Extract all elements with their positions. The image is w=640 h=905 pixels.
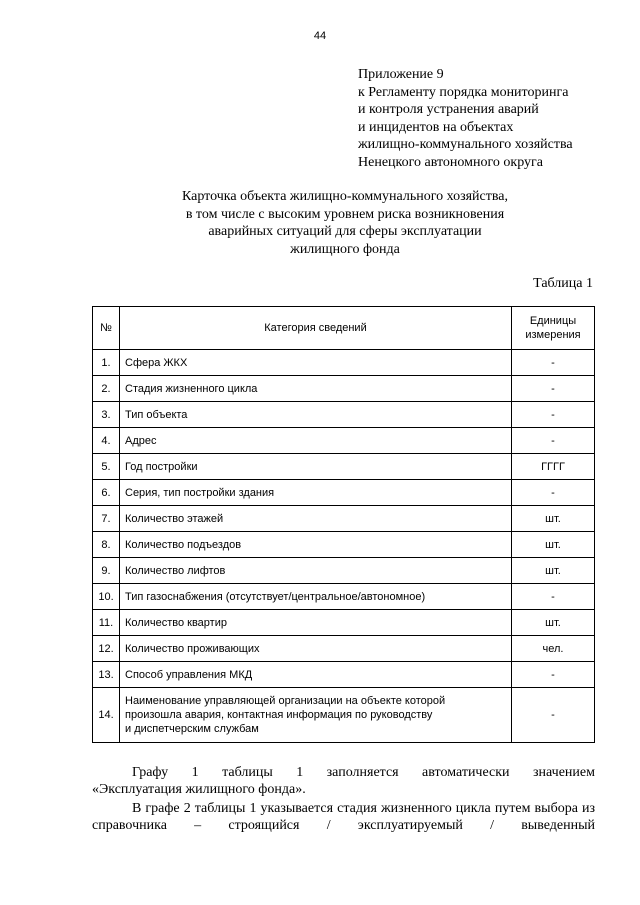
appendix-line: и инцидентов на объектах: [358, 119, 514, 135]
row-num: 13.: [93, 662, 120, 688]
row-unit: шт.: [512, 506, 595, 532]
row-unit: шт.: [512, 558, 595, 584]
header-unit: [512, 307, 595, 350]
row-unit: -: [512, 376, 595, 402]
row-num: 2.: [93, 376, 120, 402]
appendix-line: и контроля устранения аварий: [358, 102, 539, 117]
header-category: Категория сведений: [120, 307, 512, 350]
row-unit: чел.: [512, 636, 595, 662]
table-row: [93, 662, 595, 688]
table-header-row: [93, 307, 595, 350]
card-title: [140, 188, 550, 258]
table-row: [93, 480, 595, 506]
table-row: [93, 532, 595, 558]
row-category-line: Наименование управляющей организации на объекте которой: [125, 695, 446, 707]
row-category: Количество лифтов: [120, 558, 512, 584]
table-row: [93, 688, 595, 743]
row-category-line: произошла авария, контактная информация по руководству: [125, 709, 433, 721]
header-unit-line: измерения: [525, 329, 581, 341]
card-title-line: жилищного фонда: [290, 241, 400, 257]
row-category: Сфера ЖКХ: [120, 350, 512, 376]
row-unit: -: [512, 688, 595, 743]
row-num: 12.: [93, 636, 120, 662]
row-category: Тип газоснабжения (отсутствует/центральное/автономное): [120, 584, 512, 610]
card-title-line: аварийных ситуаций для сферы эксплуатации: [208, 224, 482, 239]
row-category: [120, 688, 512, 743]
row-num: 7.: [93, 506, 120, 532]
paragraph-1-line: «Эксплуатация жилищного фонда».: [92, 782, 306, 797]
row-unit: -: [512, 428, 595, 454]
table-label: Таблица 1: [533, 276, 593, 291]
row-unit: -: [512, 480, 595, 506]
appendix-block: [358, 66, 573, 171]
row-category: Количество квартир: [120, 610, 512, 636]
page-number: 44: [313, 30, 327, 42]
row-num: 5.: [93, 454, 120, 480]
row-unit: ГГГГ: [512, 454, 595, 480]
row-category: Год постройки: [120, 454, 512, 480]
table-row: [93, 506, 595, 532]
row-num: 4.: [93, 428, 120, 454]
appendix-line: к Регламенту порядка мониторинга: [358, 84, 569, 100]
row-category: Количество подъездов: [120, 532, 512, 558]
table-row: [93, 584, 595, 610]
appendix-line: Ненецкого автономного округа: [358, 154, 543, 170]
row-category: Способ управления МКД: [120, 662, 512, 688]
row-category: Серия, тип постройки здания: [120, 480, 512, 506]
table-row: [93, 350, 595, 376]
table-row: [93, 610, 595, 636]
appendix-line: жилищно-коммунального хозяйства: [358, 137, 573, 152]
card-title-line: в том числе с высоким уровнем риска возникновения: [185, 206, 505, 222]
info-table: [92, 306, 595, 743]
row-unit: -: [512, 350, 595, 376]
row-num: 3.: [93, 402, 120, 428]
header-unit-line: Единицы: [529, 315, 577, 327]
row-unit: -: [512, 402, 595, 428]
appendix-line: Приложение 9: [358, 67, 444, 82]
header-num: №: [93, 307, 120, 350]
row-category-line: и диспетчерским службам: [125, 723, 259, 735]
paragraph-1-line: Графу 1 таблицы 1 заполняется автоматически значением: [132, 765, 595, 780]
paragraph-1: [92, 764, 595, 798]
row-unit: -: [512, 662, 595, 688]
row-unit: -: [512, 584, 595, 610]
row-num: 6.: [93, 480, 120, 506]
row-num: 10.: [93, 584, 120, 610]
row-category: Адрес: [120, 428, 512, 454]
table-row: [93, 428, 595, 454]
row-num: 11.: [93, 610, 120, 636]
row-category: Тип объекта: [120, 402, 512, 428]
row-category: Стадия жизненного цикла: [120, 376, 512, 402]
table-row: [93, 454, 595, 480]
table-row: [93, 558, 595, 584]
row-num: 9.: [93, 558, 120, 584]
card-title-line: Карточка объекта жилищно-коммунального хозяйства,: [181, 189, 509, 204]
row-num: 1.: [93, 350, 120, 376]
table-row: [93, 636, 595, 662]
table-row: [93, 402, 595, 428]
row-category: Количество проживающих: [120, 636, 512, 662]
row-num: 14.: [93, 688, 120, 743]
table-row: [93, 376, 595, 402]
paragraph-2: В графе 2 таблицы 1 указывается стадия жизненного цикла путем выбора из справочника – строящийся / эксплуатируемый / выведенный: [92, 801, 595, 833]
row-unit: шт.: [512, 610, 595, 636]
row-category: Количество этажей: [120, 506, 512, 532]
row-unit: шт.: [512, 532, 595, 558]
row-num: 8.: [93, 532, 120, 558]
